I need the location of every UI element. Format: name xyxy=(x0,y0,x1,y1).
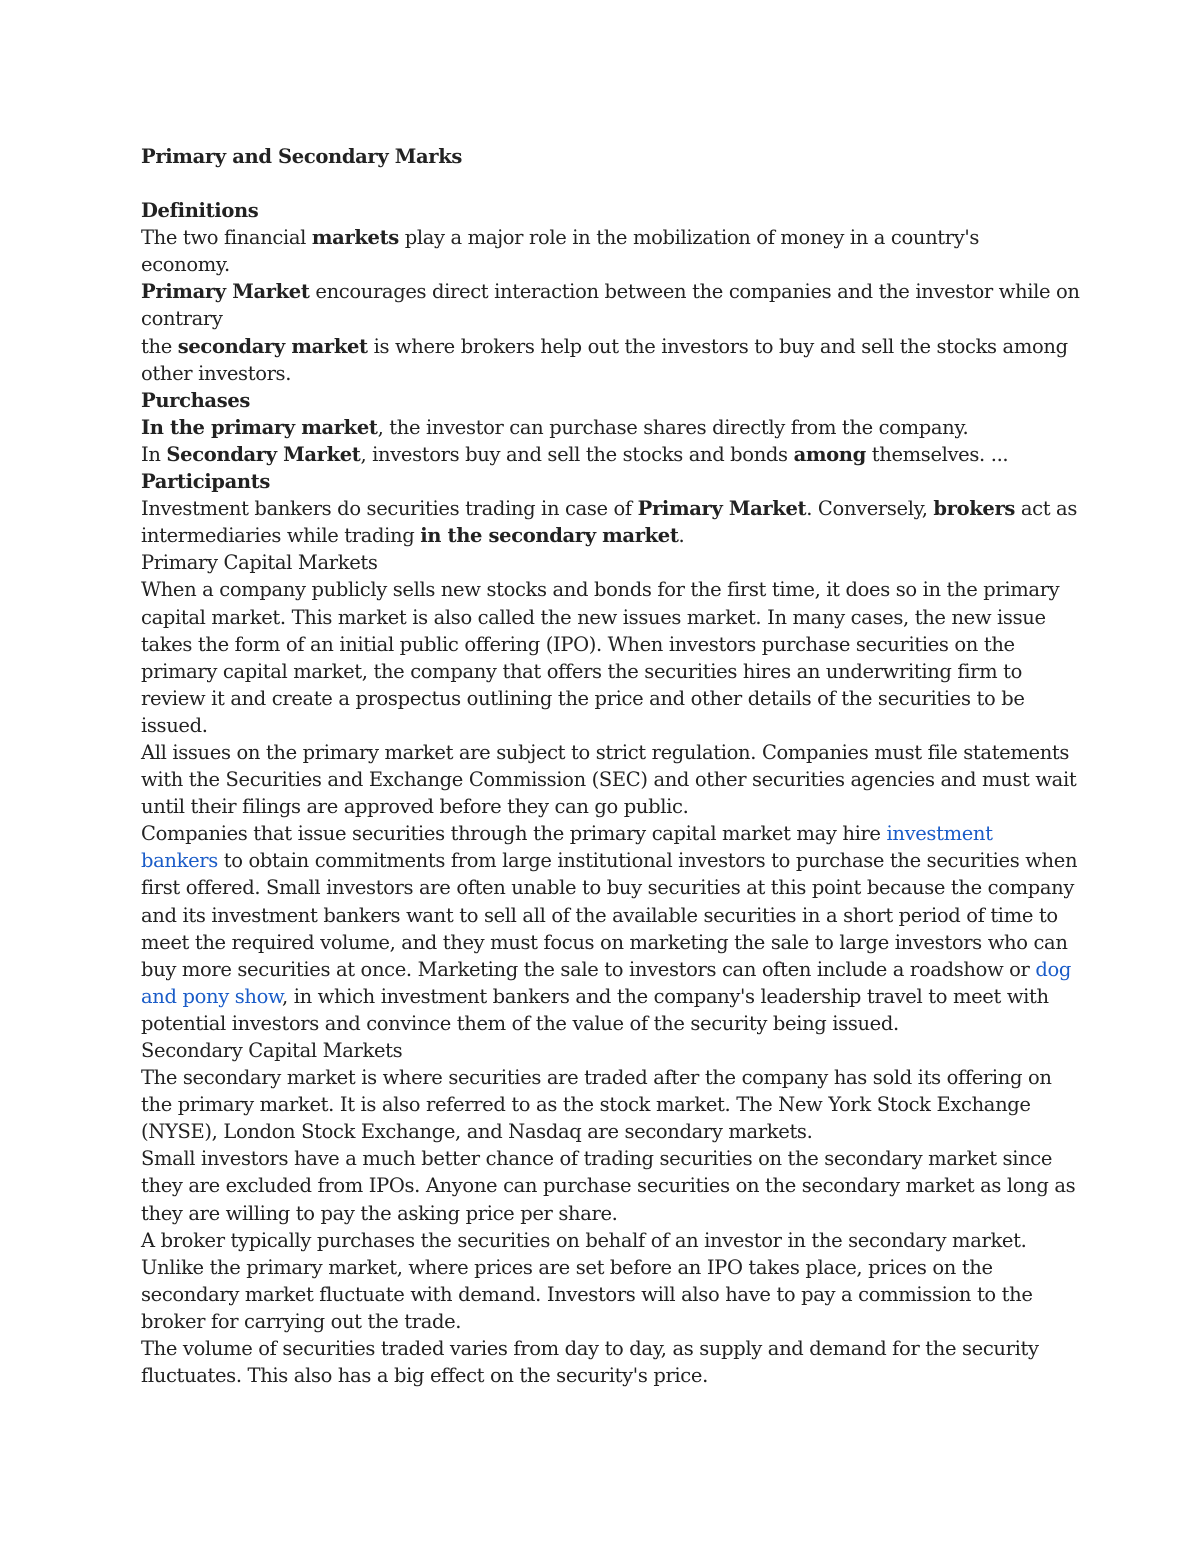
secondary-capital-p2-line: Small investors have a much better chance of trading securities on the secondary market since xyxy=(141,1147,1053,1171)
definitions-line-6: other investors. xyxy=(141,361,292,385)
primary-capital-p1-line: takes the form of an initial public offering (IPO). When investors purchase securities on the xyxy=(141,632,1015,656)
secondary-capital-p4-line: fluctuates. This also has a big effect on the security's price. xyxy=(141,1364,708,1388)
secondary-capital-p2-line: they are excluded from IPOs. Anyone can purchase securities on the secondary market as long as xyxy=(141,1174,1076,1198)
text-run: . xyxy=(678,524,685,548)
text-run: the xyxy=(141,334,178,358)
primary-capital-p3-line: first offered. Small investors are often unable to buy securities at this point because the company xyxy=(141,876,1075,900)
bold-run: in the secondary market xyxy=(420,524,679,548)
text-run: The two financial xyxy=(141,226,312,250)
primary-capital-p3-line xyxy=(141,983,1066,1010)
document-title: Primary and Secondary Marks xyxy=(141,145,462,168)
primary-capital-p2-line: All issues on the primary market are subject to strict regulation. Companies must file statements xyxy=(141,740,1070,764)
bold-run: Primary Market xyxy=(637,497,807,521)
primary-capital-p1-line: When a company publicly sells new stocks and bonds for the first time, it does so in the primary xyxy=(141,578,1060,602)
definitions-line-2: economy. xyxy=(141,253,230,277)
purchases-line-1 xyxy=(141,414,1066,441)
secondary-capital-p3-line: A broker typically purchases the securities on behalf of an investor in the secondary market. xyxy=(141,1228,1027,1252)
investment-bankers-link[interactable]: investment xyxy=(886,822,993,846)
investment-bankers-link[interactable]: bankers xyxy=(141,849,218,873)
text-run: Companies that issue securities through the primary capital market may hire xyxy=(141,822,887,846)
text-run: Investment bankers do securities trading in case of xyxy=(141,497,638,521)
text-run: , in which investment bankers and the company's leadership travel to meet with xyxy=(282,984,1049,1008)
primary-capital-p3-line xyxy=(141,956,1072,983)
definitions-line-3 xyxy=(141,278,1080,305)
secondary-capital-p3-line: secondary market fluctuate with demand. Investors will also have to pay a commission to the xyxy=(141,1282,1033,1306)
participants-line-2 xyxy=(141,522,1066,549)
primary-capital-p3-line: potential investors and convince them of the value of the security being issued. xyxy=(141,1011,899,1035)
secondary-capital-p1-line: the primary market. It is also referred to as the stock market. The New York Stock Exchange xyxy=(141,1093,1031,1117)
dog-and-pony-show-link[interactable]: dog xyxy=(1035,957,1072,981)
text-run: act as xyxy=(1015,497,1077,521)
bold-run: In the primary market xyxy=(141,415,378,439)
text-run: to obtain commitments from large institutional investors to purchase the securities when xyxy=(217,849,1078,873)
participants-line-1 xyxy=(141,495,1077,522)
primary-capital-p3-line xyxy=(141,820,1066,847)
secondary-capital-p4-line: The volume of securities traded varies from day to day, as supply and demand for the security xyxy=(141,1337,1039,1361)
primary-capital-p3-line: meet the required volume, and they must focus on marketing the sale to large investors who can xyxy=(141,930,1068,954)
text-run: themselves. ... xyxy=(865,442,1009,466)
bold-run: among xyxy=(793,442,866,466)
secondary-capital-p3-line: Unlike the primary market, where prices are set before an IPO takes place, prices on the xyxy=(141,1255,993,1279)
participants-heading: Participants xyxy=(141,470,270,494)
bold-run: Secondary Market xyxy=(166,442,361,466)
definitions-line-1 xyxy=(141,224,1066,251)
bold-run: brokers xyxy=(933,497,1016,521)
definitions-line-4: contrary xyxy=(141,307,223,331)
text-run: intermediaries while trading xyxy=(141,524,421,548)
primary-capital-p1-line: primary capital market, the company that offers the securities hires an underwriting firm to xyxy=(141,659,1022,683)
purchases-line-2 xyxy=(141,441,1066,468)
bold-run: Primary Market xyxy=(141,280,310,304)
text-run: play a major role in the mobilization of money in a country's xyxy=(398,226,980,250)
primary-capital-heading: Primary Capital Markets xyxy=(141,551,378,575)
secondary-capital-p3-line: broker for carrying out the trade. xyxy=(141,1309,462,1333)
text-run: buy more securities at once. Marketing the sale to investors can often include a roadshow or xyxy=(141,957,1036,981)
primary-capital-p3-line xyxy=(141,847,1078,874)
document-page xyxy=(141,143,1080,1389)
purchases-heading: Purchases xyxy=(141,388,251,412)
secondary-capital-p1-line: (NYSE), London Stock Exchange, and Nasdaq are secondary markets. xyxy=(141,1120,813,1144)
primary-capital-p1-line: review it and create a prospectus outlining the price and other details of the securities to be xyxy=(141,686,1025,710)
primary-capital-p1-line: issued. xyxy=(141,713,208,737)
primary-capital-p2-line: with the Securities and Exchange Commission (SEC) and other securities agencies and must wait xyxy=(141,768,1077,792)
bold-run: secondary market xyxy=(177,334,368,358)
text-run: . Conversely, xyxy=(806,497,934,521)
text-run: , investors buy and sell the stocks and bonds xyxy=(360,442,794,466)
secondary-capital-p2-line: they are willing to pay the asking price per share. xyxy=(141,1201,618,1225)
definitions-heading: Definitions xyxy=(141,199,259,223)
secondary-capital-heading: Secondary Capital Markets xyxy=(141,1039,403,1062)
bold-run: markets xyxy=(311,226,399,250)
text-run: In xyxy=(141,442,167,466)
text-run: , the investor can purchase shares directly from the company. xyxy=(377,415,969,439)
text-run: is where brokers help out the investors to buy and sell the stocks among xyxy=(367,334,1068,358)
text-run: encourages direct interaction between the companies and the investor while on xyxy=(309,280,1080,304)
secondary-capital-p1-line: The secondary market is where securities are traded after the company has sold its offering on xyxy=(141,1066,1052,1090)
primary-capital-p3-line: and its investment bankers want to sell all of the available securities in a short period of time to xyxy=(141,903,1058,927)
primary-capital-p2-line: until their filings are approved before they can go public. xyxy=(141,795,689,819)
primary-capital-p1-line: capital market. This market is also called the new issues market. In many cases, the new issue xyxy=(141,605,1046,629)
dog-and-pony-show-link[interactable]: and pony show xyxy=(141,984,282,1008)
definitions-line-5 xyxy=(141,333,1066,360)
